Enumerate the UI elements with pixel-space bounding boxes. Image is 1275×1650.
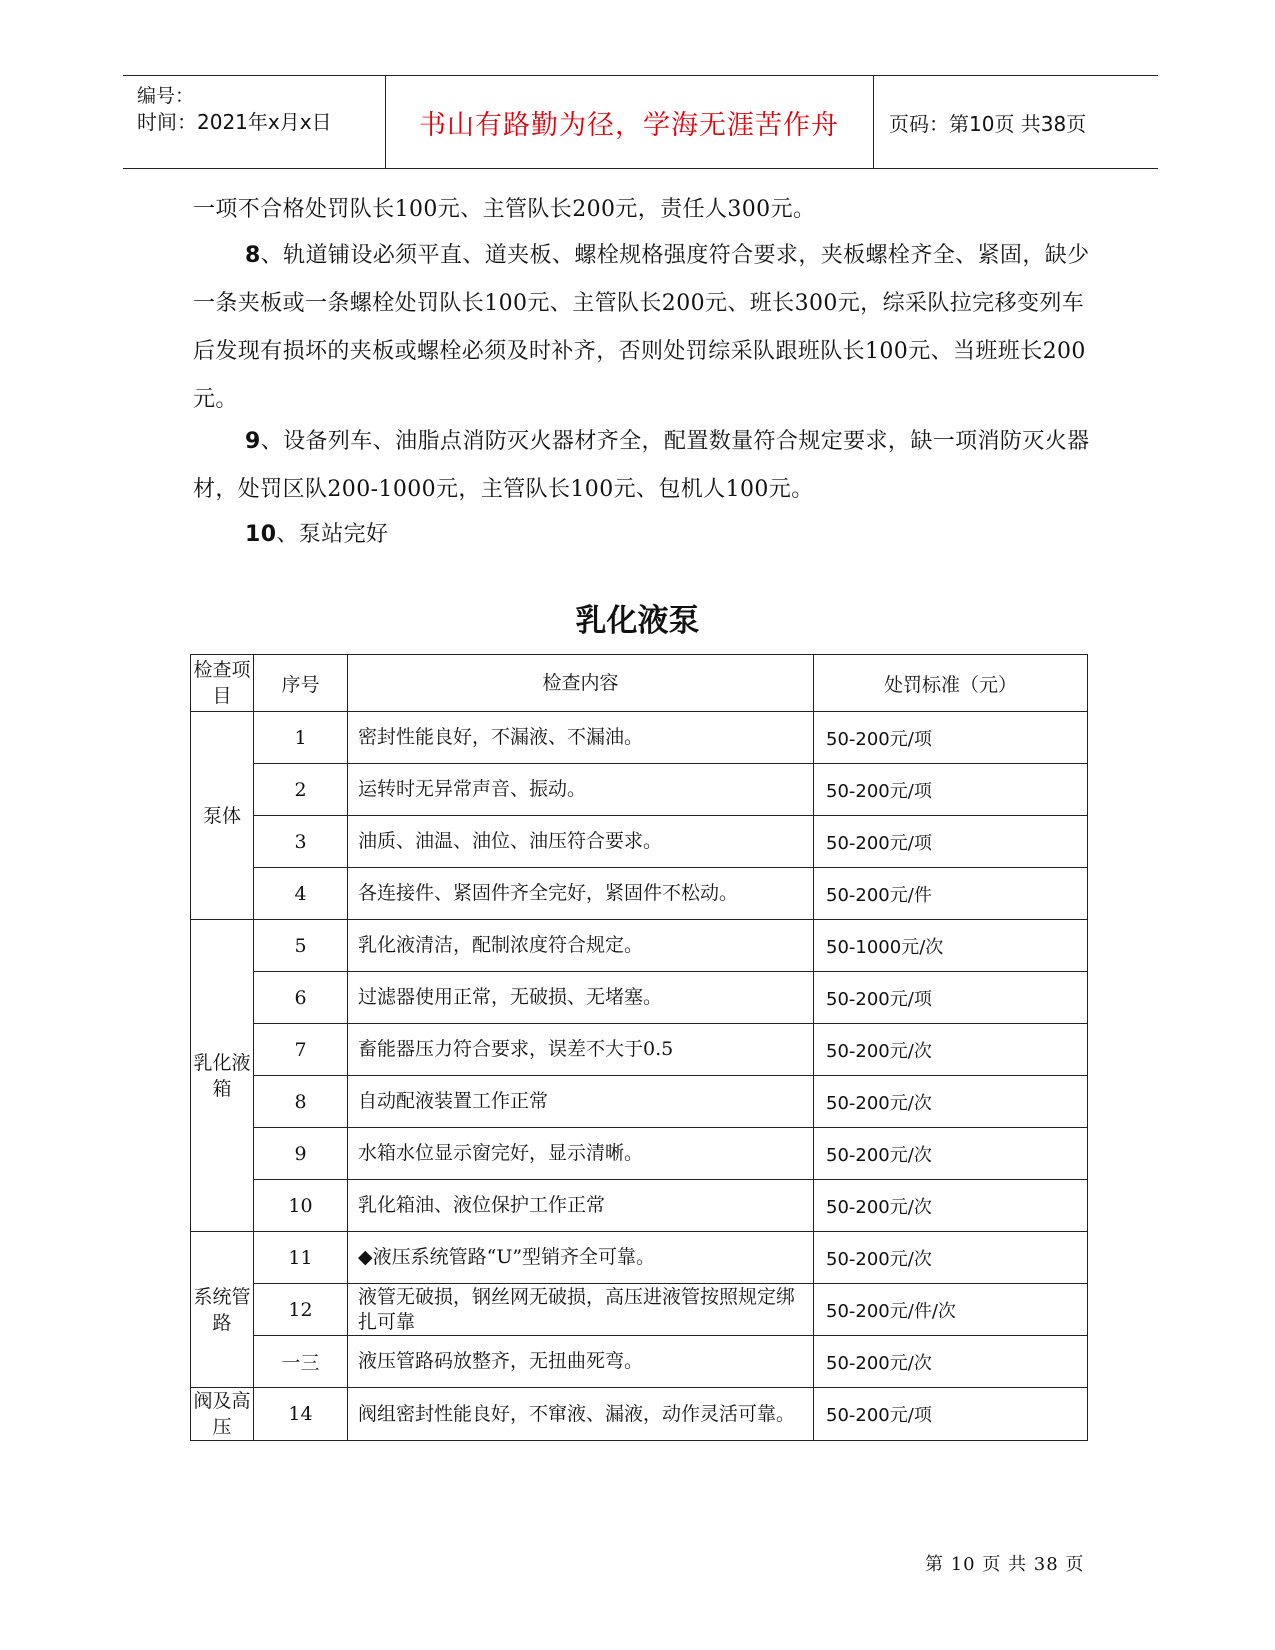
category-cell: 阀及高压: [191, 1388, 254, 1441]
table-row: [191, 972, 1088, 1024]
time-label: 时间：2021年x月x日: [137, 110, 332, 134]
table-row: [191, 920, 1088, 972]
row-content: ◆液压系统管路“U”型销齐全可靠。: [348, 1232, 814, 1284]
row-no: 12: [254, 1284, 348, 1336]
header-content: 检查内容: [348, 655, 814, 712]
table-row: [191, 1284, 1088, 1336]
row-content: 水箱水位显示窗完好，显示清晰。: [348, 1128, 814, 1180]
table-row: [191, 712, 1088, 764]
table-row: [191, 1388, 1088, 1441]
paragraph-8-text: 、轨道铺设必须平直、道夹板、螺栓规格强度符合要求，夹板螺栓齐全、紧固，缺少一条夹板或一条螺栓处罚队长100元、主管队长200元、班长300元，综采队拉完移变列车后发现有损坏的夹板或螺栓必须及时补齐，否则处罚综采队跟班队长100元、当班班长200元。: [193, 243, 1090, 412]
row-penalty: 50-200元/件: [814, 868, 1088, 920]
row-no: 8: [254, 1076, 348, 1128]
row-no: 一三: [254, 1336, 348, 1388]
row-penalty: 50-200元/项: [814, 712, 1088, 764]
inspection-table: [190, 654, 1088, 1441]
row-content: 自动配液装置工作正常: [348, 1076, 814, 1128]
header-motto-cell: [385, 76, 874, 168]
table-title: 乳化液泵: [575, 603, 700, 639]
row-content: 运转时无异常声音、振动。: [348, 764, 814, 816]
paragraph-10-text: 、泵站完好: [276, 522, 389, 547]
row-no: 3: [254, 816, 348, 868]
table-row: [191, 1024, 1088, 1076]
row-penalty: 50-200元/次: [814, 1076, 1088, 1128]
table-row: [191, 764, 1088, 816]
row-penalty: 50-200元/项: [814, 1388, 1088, 1441]
paragraph-10: [193, 511, 1093, 559]
row-penalty: 50-200元/次: [814, 1128, 1088, 1180]
header-category: 检查项目: [191, 655, 254, 712]
row-penalty: 50-200元/次: [814, 1336, 1088, 1388]
row-content: 各连接件、紧固件齐全完好，紧固件不松动。: [348, 868, 814, 920]
category-cell: 系统管路: [191, 1232, 254, 1388]
paragraph-8: [193, 232, 1093, 424]
table-row: [191, 1128, 1088, 1180]
page-header: [123, 75, 1158, 169]
header-penalty: 处罚标准（元）: [814, 655, 1088, 712]
category-cell: 泵体: [191, 712, 254, 920]
item-number-10: 10: [245, 522, 277, 547]
row-no: 10: [254, 1180, 348, 1232]
table-row: [191, 1336, 1088, 1388]
row-penalty: 50-200元/项: [814, 972, 1088, 1024]
header-no: 序号: [254, 655, 348, 712]
row-no: 2: [254, 764, 348, 816]
row-no: 7: [254, 1024, 348, 1076]
row-no: 5: [254, 920, 348, 972]
row-penalty: 50-1000元/次: [814, 920, 1088, 972]
row-no: 11: [254, 1232, 348, 1284]
number-label: 编号：: [137, 85, 195, 107]
row-content: 液管无破损，钢丝网无破损，高压进液管按照规定绑扎可靠: [348, 1284, 814, 1336]
row-penalty: 50-200元/项: [814, 816, 1088, 868]
item-number-8: 8: [245, 243, 261, 268]
row-penalty: 50-200元/次: [814, 1180, 1088, 1232]
row-content: 密封性能良好，不漏液、不漏油。: [348, 712, 814, 764]
row-content: 阀组密封性能良好，不窜液、漏液，动作灵活可靠。: [348, 1388, 814, 1441]
row-content: 乳化液清洁，配制浓度符合规定。: [348, 920, 814, 972]
row-penalty: 50-200元/件/次: [814, 1284, 1088, 1336]
table-header-row: [191, 655, 1088, 712]
row-no: 4: [254, 868, 348, 920]
paragraph-9: [193, 418, 1093, 514]
table-row: [191, 1180, 1088, 1232]
row-no: 6: [254, 972, 348, 1024]
header-meta: [123, 76, 386, 168]
page-footer: 第 10 页 共 38 页: [925, 1554, 1085, 1575]
row-penalty: 50-200元/项: [814, 764, 1088, 816]
row-penalty: 50-200元/次: [814, 1232, 1088, 1284]
table-row: [191, 1232, 1088, 1284]
table-row: [191, 1076, 1088, 1128]
table-row: [191, 868, 1088, 920]
row-no: 9: [254, 1128, 348, 1180]
table-row: [191, 816, 1088, 868]
row-content: 乳化箱油、液位保护工作正常: [348, 1180, 814, 1232]
row-content: 液压管路码放整齐，无扭曲死弯。: [348, 1336, 814, 1388]
item-number-9: 9: [245, 429, 261, 454]
paragraph-continuation: 一项不合格处罚队长100元、主管队长200元，责任人300元。: [193, 197, 816, 222]
paragraph-9-text: 、设备列车、油脂点消防灭火器材齐全，配置数量符合规定要求，缺一项消防灭火器材，处罚区队200-1000元，主管队长100元、包机人100元。: [193, 429, 1090, 502]
row-no: 14: [254, 1388, 348, 1441]
row-content: 过滤器使用正常，无破损、无堵塞。: [348, 972, 814, 1024]
row-content: 畜能器压力符合要求，误差不大于0.5: [348, 1024, 814, 1076]
row-penalty: 50-200元/次: [814, 1024, 1088, 1076]
header-page-label: 页码：第10页 共38页: [889, 111, 1087, 136]
row-no: 1: [254, 712, 348, 764]
motto: 书山有路勤为径，学海无涯苦作舟: [419, 109, 839, 141]
row-content: 油质、油温、油位、油压符合要求。: [348, 816, 814, 868]
category-cell: 乳化液箱: [191, 920, 254, 1232]
